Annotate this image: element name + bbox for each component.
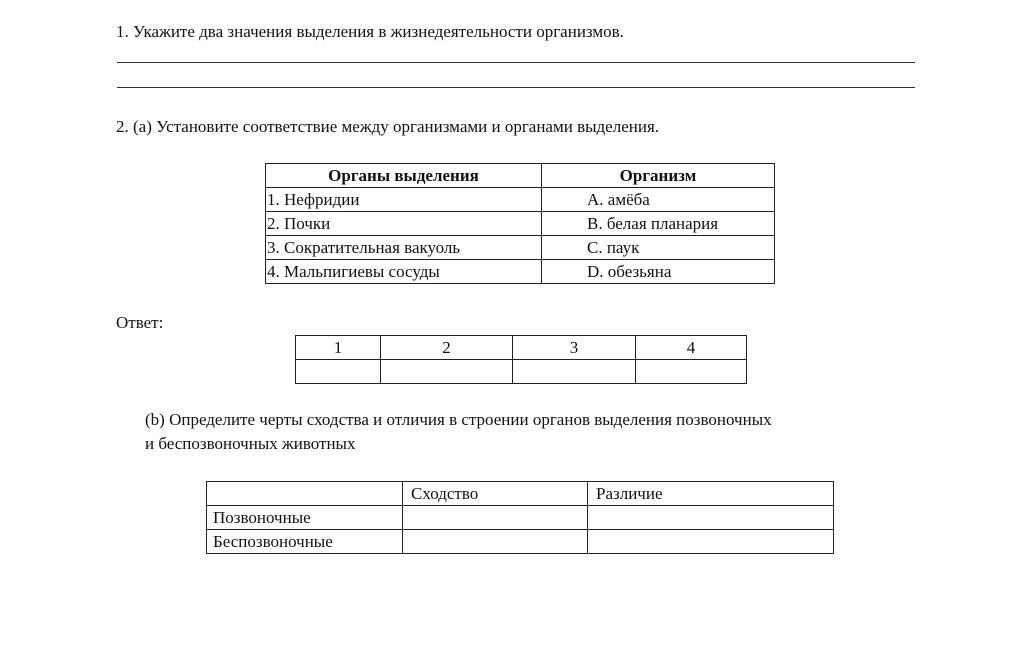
header-difference: Различие: [588, 482, 834, 506]
answer-cell-3[interactable]: [513, 360, 636, 384]
organism-cell: D. обезьяна: [542, 260, 775, 284]
answer-col-4: 4: [636, 336, 747, 360]
organ-cell: 1. Нефридии: [266, 188, 542, 212]
answer-col-1: 1: [296, 336, 381, 360]
header-organs: Органы выделения: [266, 164, 542, 188]
header-organism: Организм: [542, 164, 775, 188]
question-1-text: 1. Укажите два значения выделения в жизнедеятельности организмов.: [116, 22, 624, 41]
answer-table: [295, 335, 747, 384]
answer-cell-2[interactable]: [381, 360, 513, 384]
organism-cell: A. амёба: [542, 188, 775, 212]
answer-col-2: 2: [381, 336, 513, 360]
comparison-table: [206, 481, 834, 554]
question-2a-text: 2. (a) Установите соответствие между организмами и органами выделения.: [116, 117, 660, 136]
table-row: [207, 506, 834, 530]
organism-cell: C. паук: [542, 236, 775, 260]
row-label-invertebrates: Беспозвоночные: [207, 530, 403, 554]
question-2b-line-1: (b) Определите черты сходства и отличия в строении органов выделения позвоночных: [145, 410, 772, 429]
matching-table: [265, 163, 775, 284]
table-row: [266, 236, 775, 260]
answer-header-row: [296, 336, 747, 360]
organ-cell: 3. Сократительная вакуоль: [266, 236, 542, 260]
organism-cell: B. белая планария: [542, 212, 775, 236]
header-similarity: Сходство: [403, 482, 588, 506]
organ-cell: 4. Мальпигиевы сосуды: [266, 260, 542, 284]
comparison-header-row: [207, 482, 834, 506]
table-header-row: [266, 164, 775, 188]
empty-header-cell: [207, 482, 403, 506]
answer-cell-4[interactable]: [636, 360, 747, 384]
answer-cell-1[interactable]: [296, 360, 381, 384]
similarity-cell[interactable]: [403, 506, 588, 530]
table-row: [207, 530, 834, 554]
difference-cell[interactable]: [588, 506, 834, 530]
answer-input-row: [296, 360, 747, 384]
answer-line-2[interactable]: [117, 87, 915, 88]
organ-cell: 2. Почки: [266, 212, 542, 236]
table-row: [266, 212, 775, 236]
answer-col-3: 3: [513, 336, 636, 360]
answer-line-1[interactable]: [117, 62, 915, 63]
table-row: [266, 188, 775, 212]
similarity-cell[interactable]: [403, 530, 588, 554]
answer-label: Ответ:: [116, 313, 164, 332]
row-label-vertebrates: Позвоночные: [207, 506, 403, 530]
table-row: [266, 260, 775, 284]
question-2b-line-2: и беспозвоночных животных: [145, 434, 356, 453]
difference-cell[interactable]: [588, 530, 834, 554]
